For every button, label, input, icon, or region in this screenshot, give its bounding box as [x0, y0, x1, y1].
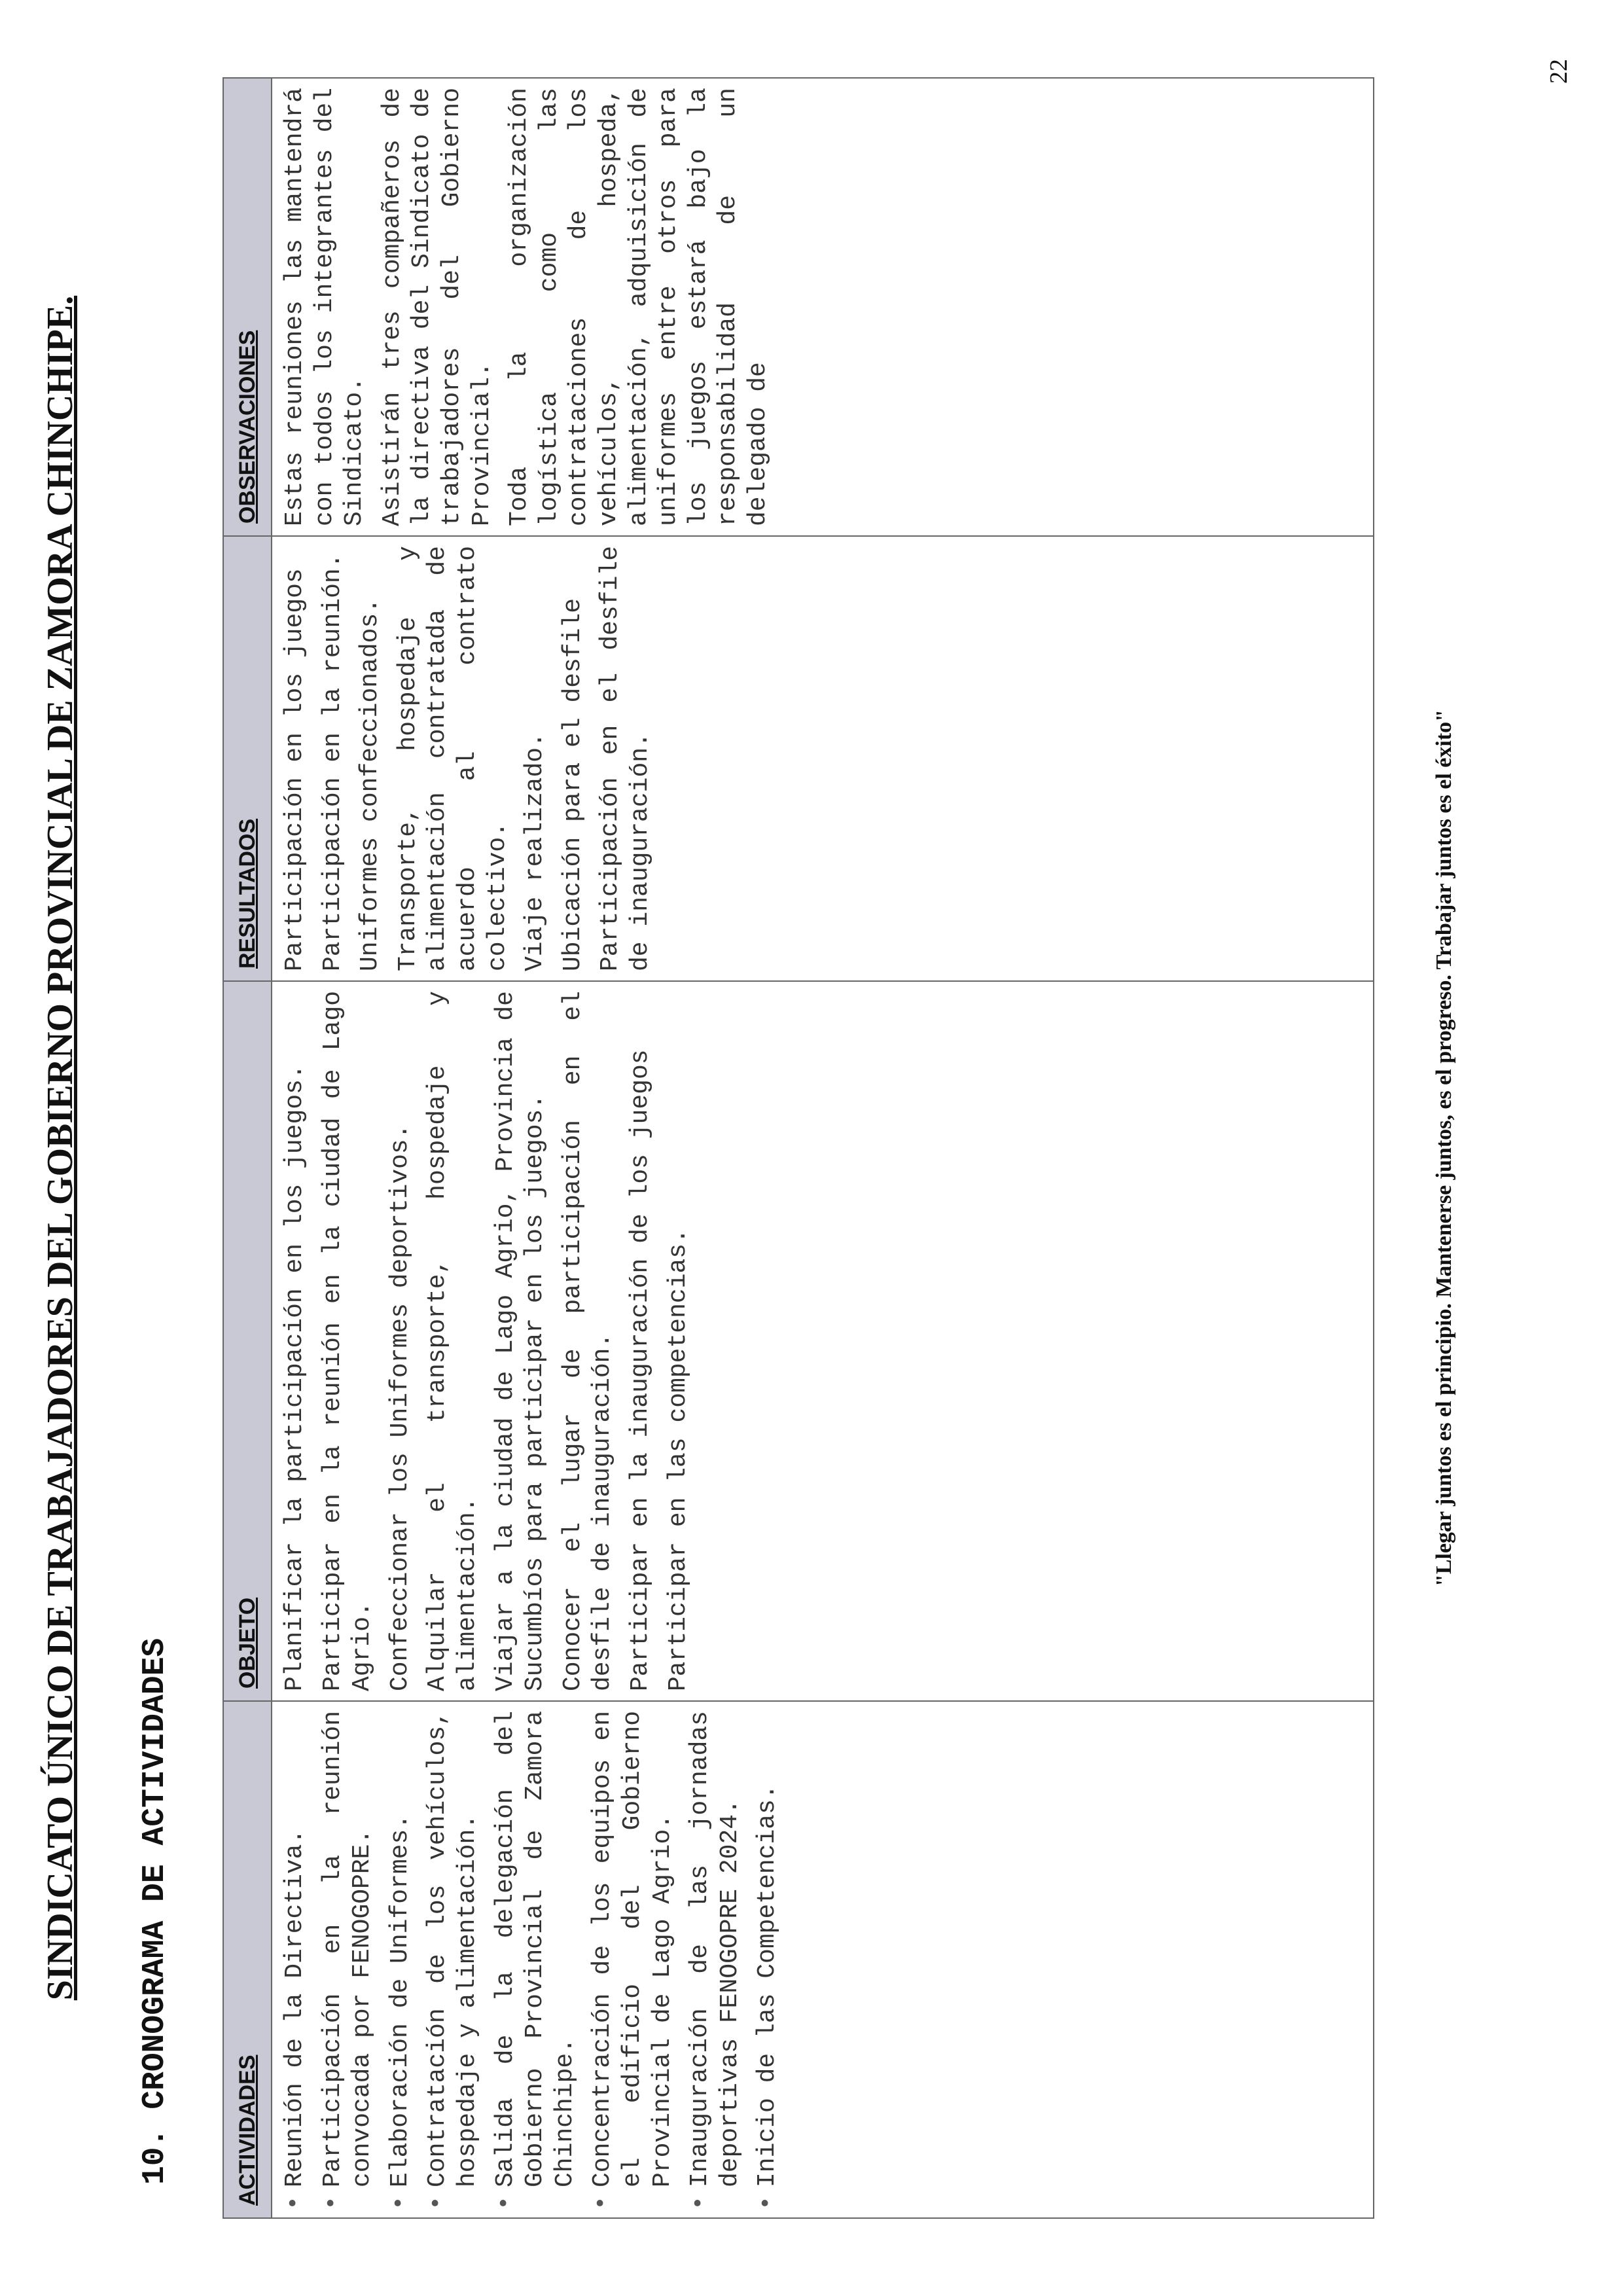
observation-item: Toda la organización logística como las contrataciones de los vehículos, hospeda, alimentación, adquisición de uniformes entre otros para los juegos estará bajo la responsabilidad de un delegado de: [505, 88, 772, 526]
activity-item: • Inauguración de las jornadas deportivas FENOGOPRE 2024.: [685, 1711, 745, 2208]
object-item: Participar en la reunión en la ciudad de Lago Agrio.: [318, 991, 377, 1691]
object-item: Participar en la inauguración de los juegos: [626, 1049, 654, 1691]
activity-item: • Inicio de las Competencias.: [753, 1711, 783, 2208]
activity-item: • Reunión de la Directiva.: [280, 1711, 310, 2208]
header-actividades: ACTIVIDADES: [223, 1701, 272, 2218]
result-item: Uniformes confeccionados.: [356, 598, 385, 971]
object-item: Viajar a la ciudad de Lago Agrio, Provincia de Sucumbíos para participar en los juegos.: [491, 991, 550, 1691]
schedule-table: [223, 77, 1374, 2219]
result-item: Transporte, hospedaje y alimentación contratada de acuerdo al contrato colectivo.: [393, 546, 512, 971]
header-observaciones: OBSERVACIONES: [223, 78, 272, 536]
activity-item: • Participación en la reunión convocada por FENOGOPRE.: [318, 1711, 378, 2208]
document-header: SINDICATO ÚNICO DE TRABAJADORES DEL GOBIERNO PROVINCIAL DE ZAMORA CHINCHIPE.: [40, 295, 80, 2001]
activities-cell: [272, 1701, 1374, 2218]
section-title: 10. CRONOGRAMA DE ACTIVIDADES: [137, 1638, 173, 2185]
activity-item: • Concentración de los equipos en el edificio del Gobierno Provincial de Lago Agrio.: [588, 1711, 677, 2208]
result-item: Participación en los juegos: [281, 568, 309, 971]
results-cell: [272, 536, 1374, 981]
table-body-row: [272, 78, 1374, 2218]
header-resultados: RESULTADOS: [223, 536, 272, 981]
result-item: Ubicación para el desfile: [558, 598, 587, 971]
page-number: 22: [1545, 59, 1573, 84]
header-objeto: OBJETO: [223, 981, 272, 1701]
activity-item: • Contratación de los vehículos, hospedaje y alimentación.: [423, 1711, 482, 2208]
observation-item: Asistirán tres compañeros de la directiva del Sindicato de trabajadores del Gobierno Provincial.: [378, 88, 496, 526]
result-item: Participación en la reunión.: [318, 553, 347, 971]
activity-item: • Elaboración de Uniformes.: [385, 1711, 416, 2208]
table-header-row: [223, 78, 272, 2218]
footer-quote: "Llegar juntos es el principio. Mantenerse juntos, es el progreso. Trabajar juntos es el éxito": [1432, 709, 1456, 1587]
result-item: Participación en el desfile de inauguración.: [596, 546, 654, 971]
activity-item: • Salida de la delegación del Gobierno Provincial de Zamora Chinchipe.: [491, 1711, 580, 2208]
objects-cell: [272, 981, 1374, 1701]
result-item: Viaje realizado.: [521, 732, 550, 971]
object-item: Confeccionar los Uniformes deportivos.: [385, 1124, 414, 1691]
observation-item: Estas reuniones las mantendrá con todos los integrantes del Sindicato.: [281, 88, 369, 526]
object-item: Planificar la participación en los juegos.: [281, 1064, 309, 1691]
object-item: Alquilar el transporte, hospedaje y alimentación.: [423, 991, 482, 1691]
observations-cell: [272, 78, 1374, 536]
object-item: Conocer el lugar de participación en el desfile de inauguración.: [558, 991, 617, 1691]
object-item: Participar en las competencias.: [664, 1229, 692, 1691]
